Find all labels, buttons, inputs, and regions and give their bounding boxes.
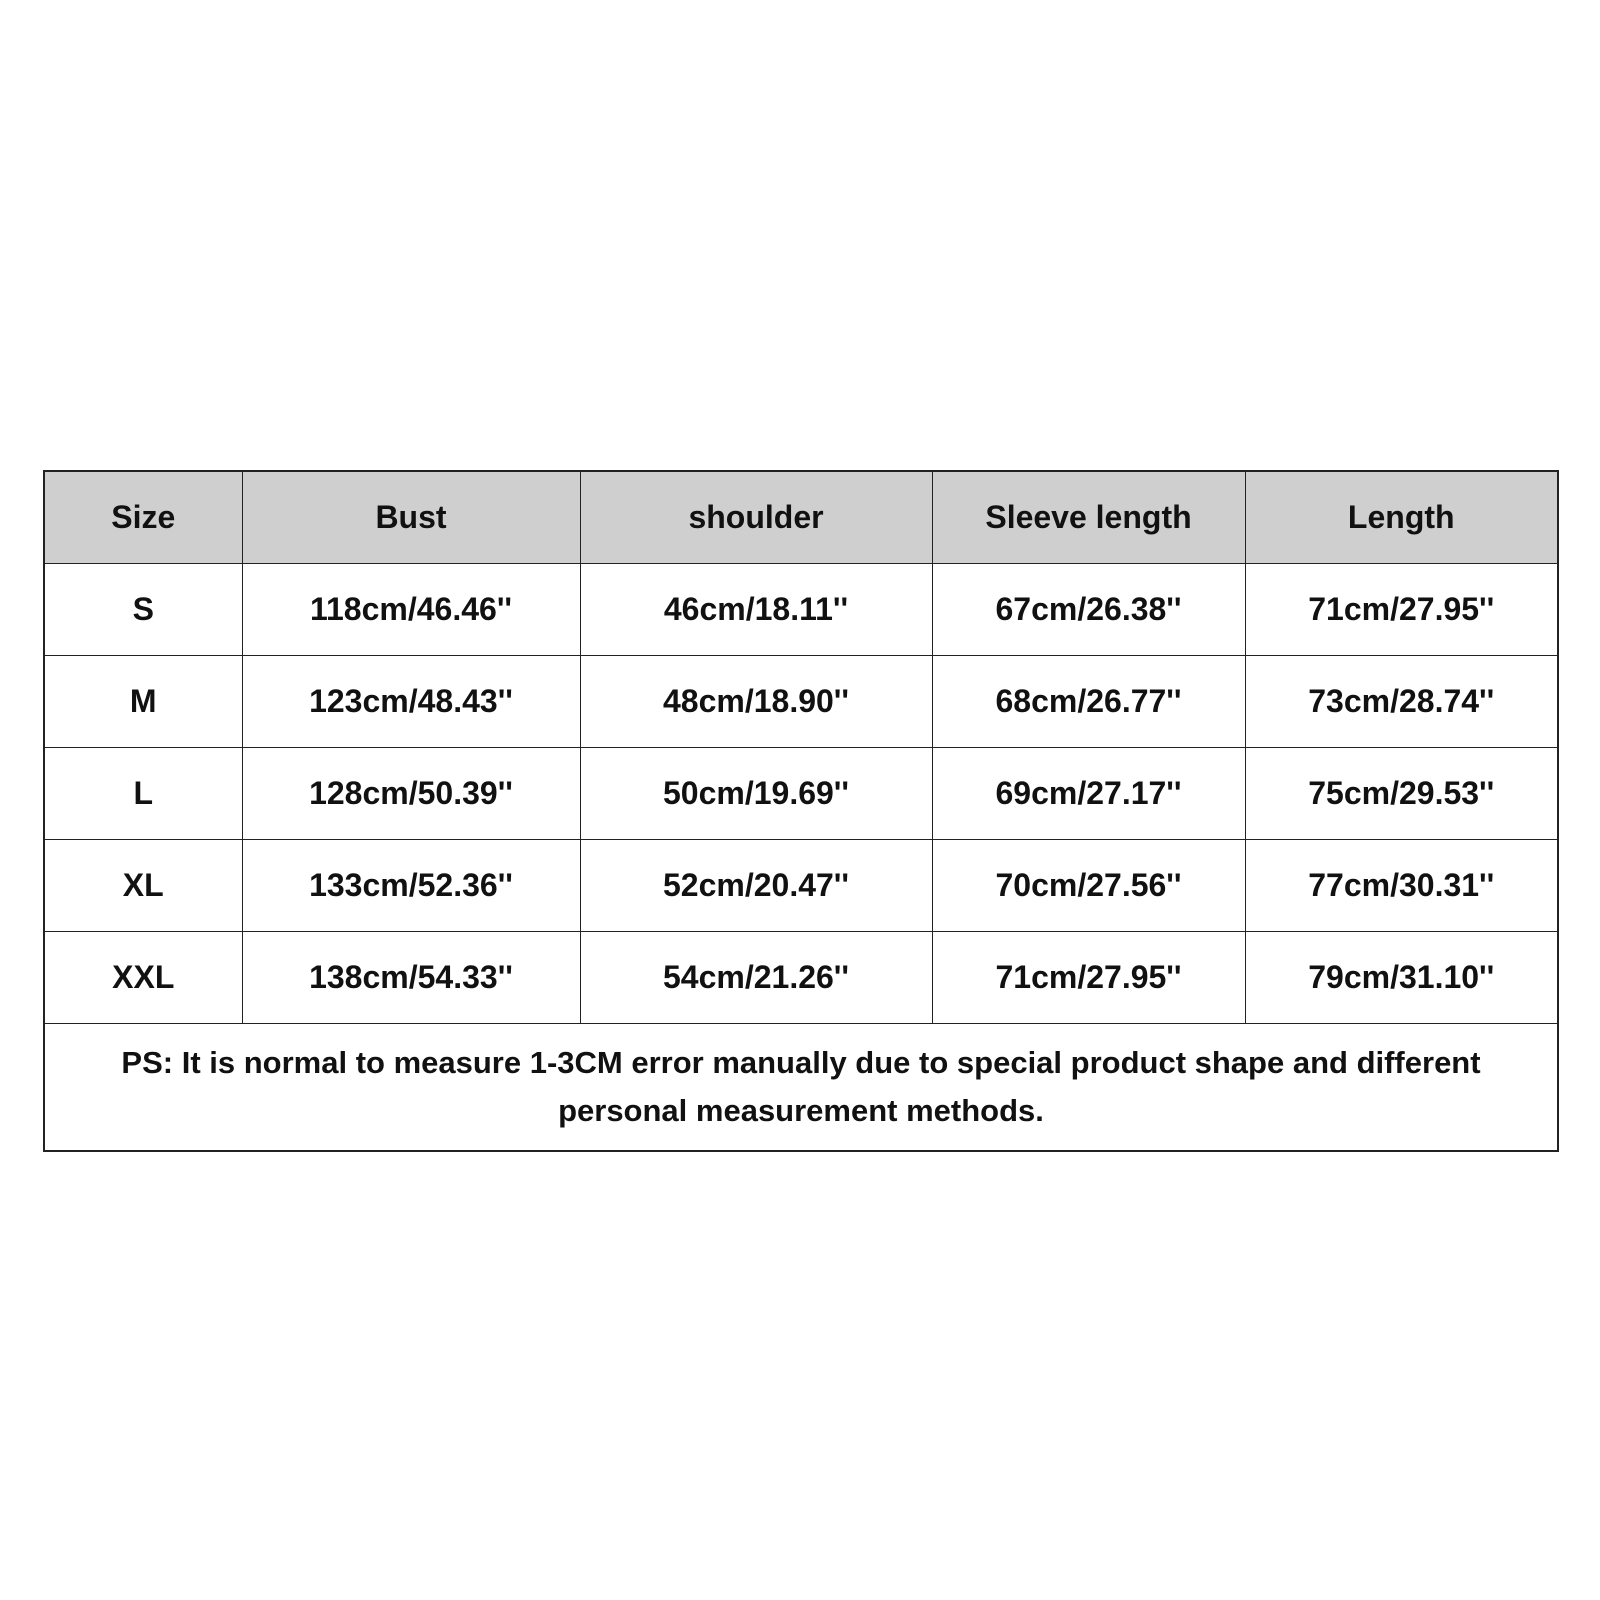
size-chart-body: [44, 564, 1558, 1024]
length-cell: 79cm/31.10'': [1245, 932, 1558, 1024]
header-size: Size: [44, 471, 242, 564]
sleeve-length-cell: 67cm/26.38'': [932, 564, 1245, 656]
sleeve-length-cell: 68cm/26.77'': [932, 656, 1245, 748]
shoulder-cell: 48cm/18.90'': [580, 656, 932, 748]
bust-cell: 133cm/52.36'': [242, 840, 580, 932]
bust-cell: 123cm/48.43'': [242, 656, 580, 748]
length-cell: 73cm/28.74'': [1245, 656, 1558, 748]
length-cell: 77cm/30.31'': [1245, 840, 1558, 932]
bust-cell: 138cm/54.33'': [242, 932, 580, 1024]
size-cell: L: [44, 748, 242, 840]
shoulder-cell: 46cm/18.11'': [580, 564, 932, 656]
table-row: [44, 564, 1558, 656]
header-sleeve-length: Sleeve length: [932, 471, 1245, 564]
size-chart-header: [44, 471, 1558, 564]
table-row: [44, 748, 1558, 840]
sleeve-length-cell: 69cm/27.17'': [932, 748, 1245, 840]
header-shoulder: shoulder: [580, 471, 932, 564]
measurement-note: PS: It is normal to measure 1-3CM error manually due to special product shape and different personal measurement methods.: [44, 1024, 1558, 1152]
table-row: [44, 932, 1558, 1024]
size-chart-table: [43, 470, 1559, 1152]
size-cell: S: [44, 564, 242, 656]
table-row: [44, 840, 1558, 932]
sleeve-length-cell: 70cm/27.56'': [932, 840, 1245, 932]
size-cell: M: [44, 656, 242, 748]
shoulder-cell: 52cm/20.47'': [580, 840, 932, 932]
length-cell: 71cm/27.95'': [1245, 564, 1558, 656]
shoulder-cell: 54cm/21.26'': [580, 932, 932, 1024]
header-length: Length: [1245, 471, 1558, 564]
size-cell: XL: [44, 840, 242, 932]
table-row: [44, 656, 1558, 748]
size-cell: XXL: [44, 932, 242, 1024]
bust-cell: 128cm/50.39'': [242, 748, 580, 840]
header-row: [44, 471, 1558, 564]
length-cell: 75cm/29.53'': [1245, 748, 1558, 840]
shoulder-cell: 50cm/19.69'': [580, 748, 932, 840]
size-chart-footer: [44, 1024, 1558, 1152]
note-row: [44, 1024, 1558, 1152]
sleeve-length-cell: 71cm/27.95'': [932, 932, 1245, 1024]
header-bust: Bust: [242, 471, 580, 564]
bust-cell: 118cm/46.46'': [242, 564, 580, 656]
